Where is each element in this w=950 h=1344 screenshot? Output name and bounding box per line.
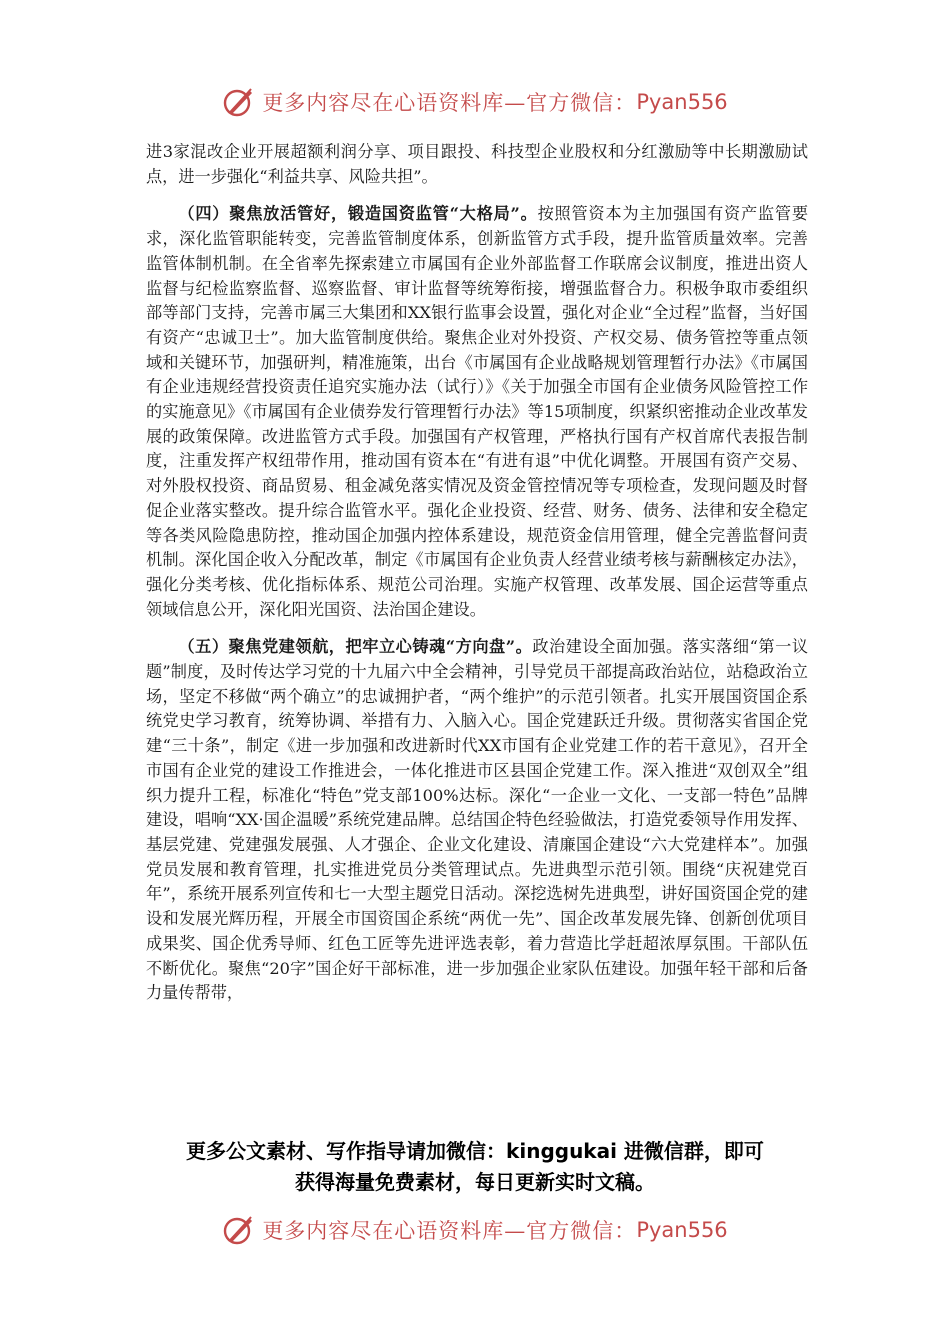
footer-wechat-id: Pyan556 bbox=[636, 1218, 728, 1242]
header-banner-text: 更多内容尽在心语资料库—官方微信： bbox=[262, 91, 637, 115]
section-heading: （五）聚焦党建领航，把牢立心铸魂“方向盘”。 bbox=[178, 637, 533, 657]
quill-logo-icon bbox=[222, 1213, 256, 1247]
section-five bbox=[146, 635, 808, 1006]
section-heading: （四）聚焦放活管好，锻造国资监管“大格局”。 bbox=[178, 204, 538, 224]
paragraph-text: 进3家混改企业开展超额利润分享、项目跟投、科技型企业股权和分红激励等中长期激励试点，进一步强化“利益共享、风险共担”。 bbox=[146, 142, 808, 186]
footer-banner bbox=[0, 1210, 950, 1250]
paragraph-text: 按照管资本为主加强国有资产监管要求，深化监管职能转变，完善监管制度体系，创新监管方式手段，提升监管质量效率。完善监管体制机制。在全省率先探索建立市属国有企业外部监督工作联席会议制度，推进出资人监督与纪检监察监督、巡察监督、审计监督等统筹衔接，增强监督合力。积极争取市委组织部等部门支持，完善市属三大集团和XX银行监事会设置，强化对企业“全过程”监督，当好国有资产“忠诚卫士”。加大监管制度供给。聚焦企业对外投资、产权交易、债务管控等重点领域和关键环节，加强研判，精准施策，出台《市属国有企业战略规划管理暂行办法》《市属国有企业违规经营投资责任追究实施办法（试行）》《关于加强全市国有企业债务风险管控工作的实施意见》《市属国有企业债券发行管理暂行办法》等15项制度，织紧织密推动企业改革发展的政策保障。改进监管方式手段。加强国有产权管理，严格执行国有产权首席代表报告制度，注重发挥产权纽带作用，推动国有资本在“有进有退”中优化调整。开展国有资产交易、对外股权投资、商品贸易、租金减免落实情况及资金管控情况等专项检查，发现问题及时督促企业落实整改。提升综合监管水平。强化企业投资、经营、财务、债务、法律和安全稳定等各类风险隐患防控，推动国企加强内控体系建设，规范资金信用管理，健全完善监督问责机制。深化国企收入分配改革，制定《市属国有企业负责人经营业绩考核与薪酬核定办法》，强化分类考核、优化指标体系、规范公司治理。实施产权管理、改革发展、国企运营等重点领域信息公开，深化阳光国资、法治国企建设。 bbox=[146, 204, 809, 619]
paragraph-text: 政治建设全面加强。落实落细“第一议题”制度，及时传达学习党的十九届六中全会精神，引导党员干部提高政治站位，站稳政治立场，坚定不移做“两个确立”的忠诚拥护者，“两个维护”的示范引领者。扎实开展国资国企系统党史学习教育，统筹协调、举措有力、入脑入心。国企党建跃迁升级。贯彻落实省国企党建“三十条”，制定《进一步加强和改进新时代XX市国有企业党建工作的若干意见》，召开全市国有企业党的建设工作推进会，一体化推进市区县国企党建工作。深入推进“双创双全”组织力提升工程，标准化“特色”党支部100%达标。深化“一企业一文化、一支部一特色”品牌建设，唱响“XX·国企温暖”系统党建品牌。总结国企特色经验做法，打造党委领导作用发挥、基层党建、党建强发展强、人才强企、企业文化建设、清廉国企建设“六大党建样本”。加强党员发展和教育管理，扎实推进党员分类管理试点。先进典型示范引领。围绕“庆祝建党百年”，系统开展系列宣传和七一大型主题党日活动。深挖选树先进典型，讲好国资国企党的建设和发展光辉历程，开展全市国资国企系统“两优一先”、国企改革发展先锋、创新创优项目成果奖、国企优秀导师、红色工匠等先进评选表彰，着力营造比学赶超浓厚氛围。干部队伍不断优化。聚焦“20字”国企好干部标准，进一步加强企业家队伍建设。加强年轻干部和后备力量传帮带， bbox=[146, 637, 809, 1003]
quill-logo-icon bbox=[222, 85, 256, 119]
footer-banner-text: 更多内容尽在心语资料库—官方微信： bbox=[262, 1219, 637, 1243]
header-banner bbox=[0, 82, 950, 122]
section-four bbox=[146, 202, 808, 622]
header-wechat-id: Pyan556 bbox=[636, 90, 728, 114]
paragraph-continuation bbox=[146, 140, 808, 189]
promo-line-2: 获得海量免费素材，每日更新实时文稿。 bbox=[295, 1170, 655, 1194]
promo-notice bbox=[120, 1136, 830, 1198]
document-body bbox=[146, 140, 808, 1006]
promo-line-1: 更多公文素材、写作指导请加微信：kinggukai 进微信群，即可 bbox=[186, 1139, 764, 1163]
